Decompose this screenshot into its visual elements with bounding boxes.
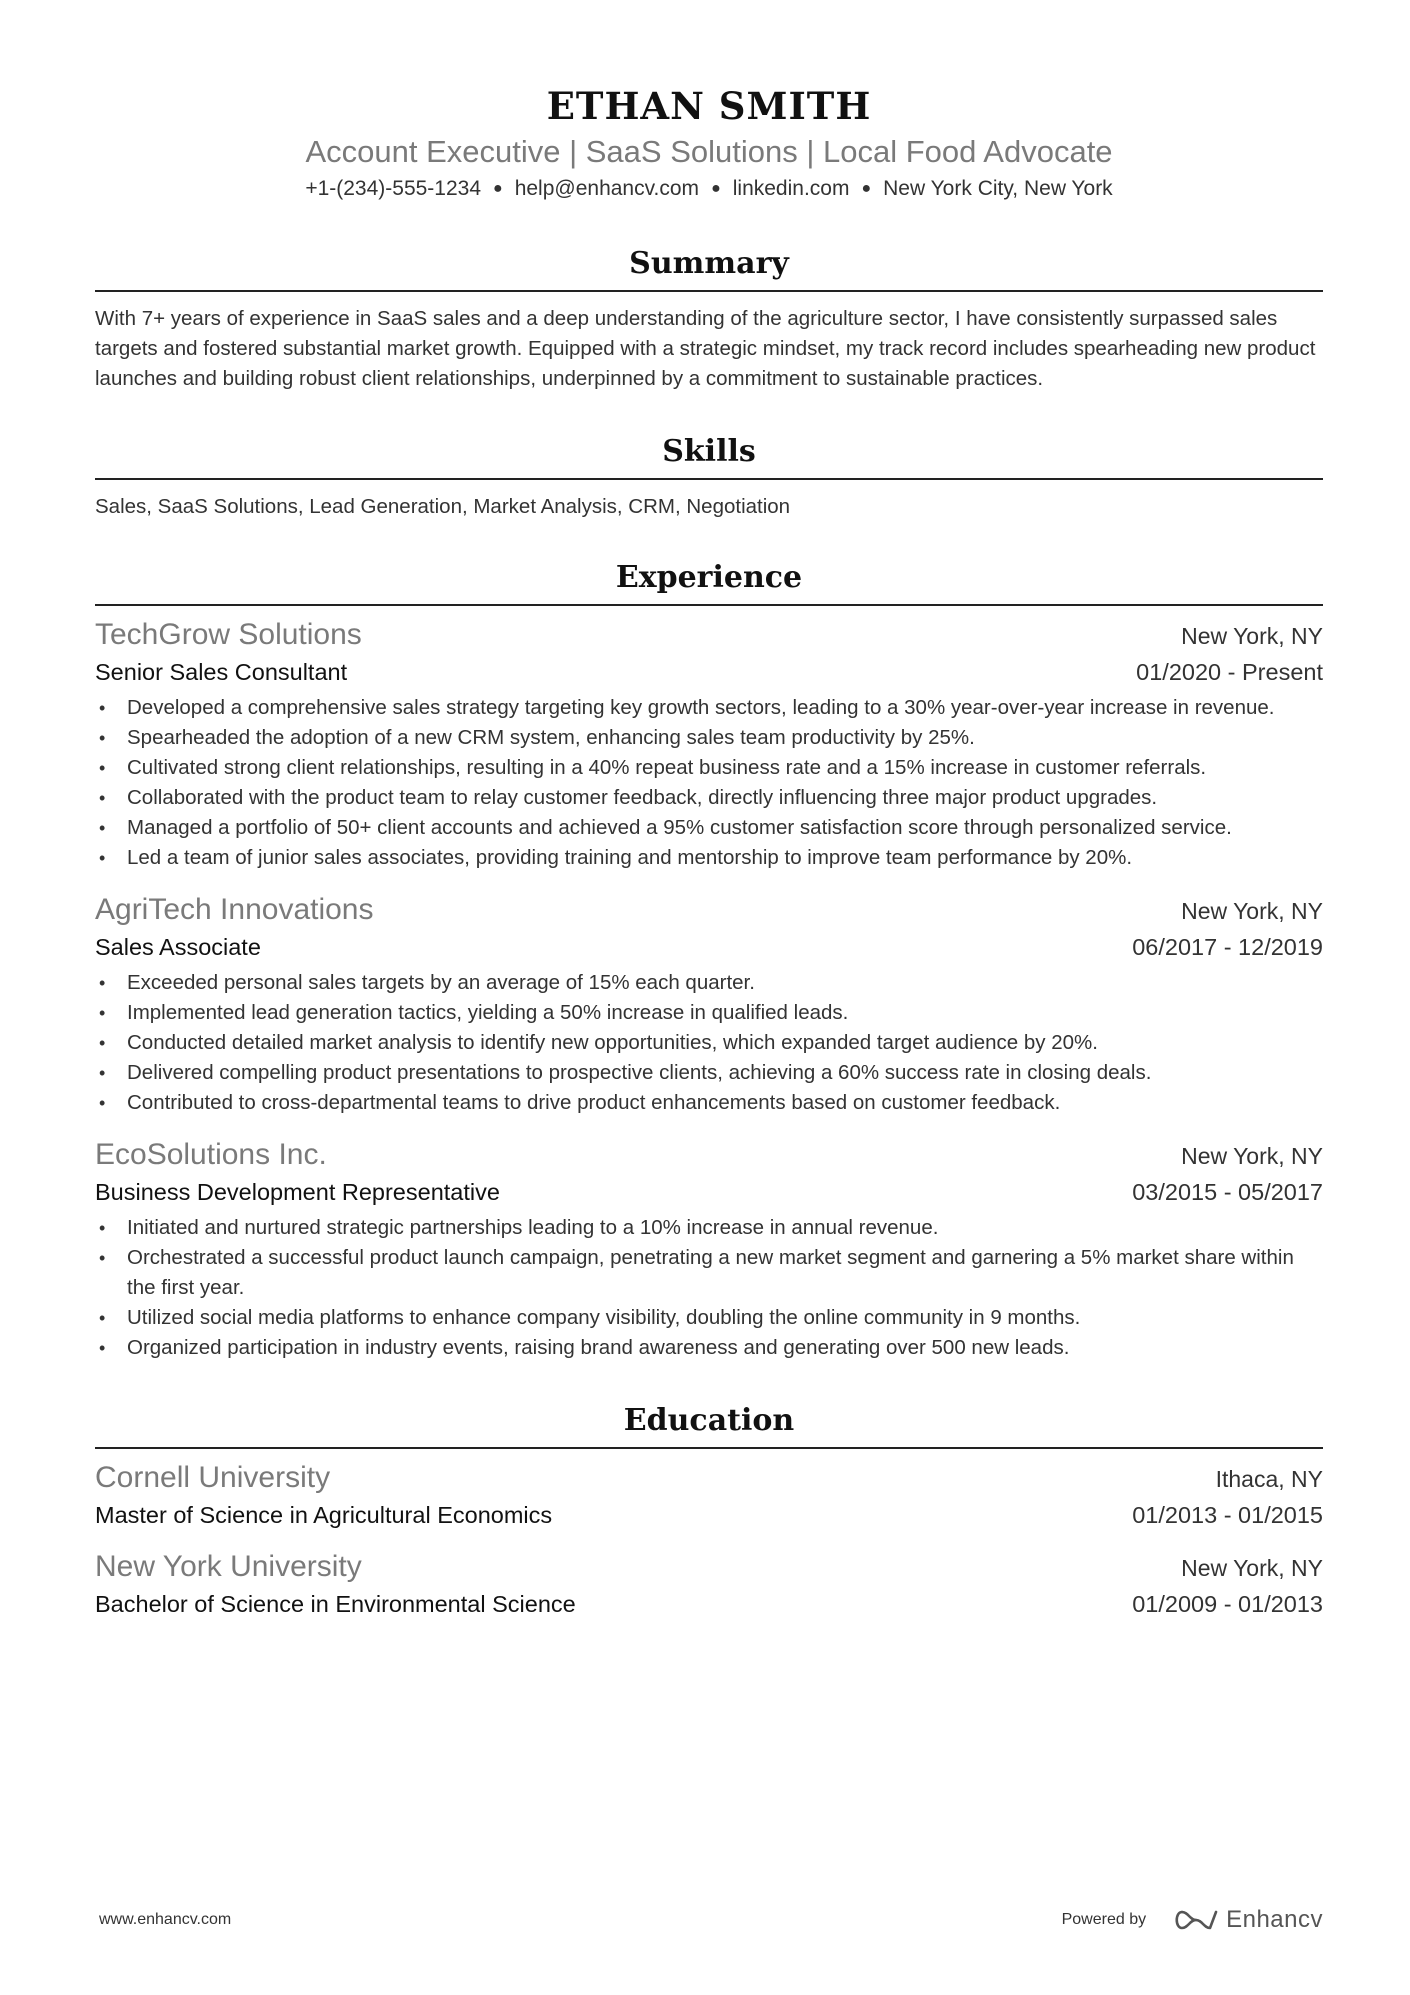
job-location: New York, NY: [1181, 898, 1323, 924]
job-role: Business Development Representative: [95, 1179, 500, 1205]
education-entry: [95, 1548, 1323, 1621]
separator-dot: ●: [861, 180, 872, 197]
education-section: [95, 1401, 1323, 1621]
job-entry: [95, 1136, 1323, 1363]
degree-name: Master of Science in Agricultural Economics: [95, 1502, 553, 1528]
bullet-item: • Cultivated strong client relationships, resulting in a 40% repeat business rate and a 15% increase in customer referrals.: [95, 753, 1323, 783]
school-name: New York University: [95, 1550, 362, 1583]
bullet-item: • Conducted detailed market analysis to identify new opportunities, which expanded target audience by 20%.: [95, 1028, 1323, 1058]
candidate-name: ETHAN SMITH: [546, 84, 872, 128]
bullet-item: • Implemented lead generation tactics, yielding a 50% increase in qualified leads.: [95, 998, 1323, 1028]
job-location: New York, NY: [1181, 623, 1323, 649]
education-dates: 01/2013 - 01/2015: [1132, 1502, 1323, 1528]
skills-section: [95, 432, 1323, 522]
resume-page: [95, 82, 1323, 1621]
separator-dot: ●: [711, 180, 721, 197]
job-dates: 03/2015 - 05/2017: [1132, 1179, 1323, 1205]
job-role: Senior Sales Consultant: [95, 659, 348, 685]
section-title-skills: Skills: [95, 432, 1323, 480]
location-text: New York City, New York: [883, 177, 1113, 200]
bullet-item: • Managed a portfolio of 50+ client accounts and achieved a 95% customer satisfaction score through personalized service.: [95, 813, 1323, 843]
page-footer: [99, 1905, 1323, 1935]
bullet-item: • Initiated and nurtured strategic partnerships leading to a 10% increase in annual revenue.: [95, 1213, 1323, 1243]
enhancv-logo-icon: [1172, 1908, 1220, 1932]
job-location: New York, NY: [1181, 1143, 1323, 1169]
company-name: TechGrow Solutions: [95, 618, 362, 651]
section-title-education: Education: [95, 1401, 1323, 1449]
degree-name: Bachelor of Science in Environmental Science: [95, 1591, 576, 1617]
brand-name[interactable]: Enhancv: [1226, 1906, 1323, 1933]
summary-section: [95, 244, 1323, 394]
company-name: EcoSolutions Inc.: [95, 1138, 327, 1171]
footer-url-link[interactable]: www.enhancv.com: [99, 1911, 232, 1928]
job-bullets: [95, 1213, 1323, 1363]
job-entry: [95, 616, 1323, 873]
company-name: AgriTech Innovations: [95, 893, 374, 926]
school-name: Cornell University: [95, 1461, 331, 1494]
linkedin-link[interactable]: linkedin.com: [732, 177, 850, 200]
job-bullets: [95, 968, 1323, 1118]
education-dates: 01/2009 - 01/2013: [1132, 1591, 1323, 1617]
bullet-item: • Organized participation in industry events, raising brand awareness and generating over 500 new leads.: [95, 1333, 1323, 1363]
separator-dot: ●: [493, 180, 503, 197]
school-location: New York, NY: [1181, 1555, 1323, 1581]
bullet-item: • Exceeded personal sales targets by an average of 15% each quarter.: [95, 968, 1323, 998]
bullet-item: • Utilized social media platforms to enhance company visibility, doubling the online community in 9 months.: [95, 1303, 1323, 1333]
job-role: Sales Associate: [95, 934, 261, 960]
bullet-item: • Collaborated with the product team to relay customer feedback, directly influencing three major product upgrades.: [95, 783, 1323, 813]
education-entry: [95, 1459, 1323, 1532]
section-title-summary: Summary: [95, 244, 1323, 292]
school-location: Ithaca, NY: [1215, 1466, 1323, 1492]
powered-by-text: Powered by: [1061, 1911, 1147, 1928]
contact-line: [95, 174, 1323, 204]
phone-text: +1-(234)-555-1234: [305, 177, 482, 200]
candidate-tagline: Account Executive | SaaS Solutions | Local Food Advocate: [305, 134, 1113, 169]
bullet-item: • Developed a comprehensive sales strategy targeting key growth sectors, leading to a 30% year-over-year increase in revenue.: [95, 693, 1323, 723]
bullet-item: • Contributed to cross-departmental teams to drive product enhancements based on customer feedback.: [95, 1088, 1323, 1118]
job-dates: 06/2017 - 12/2019: [1132, 934, 1323, 960]
bullet-item: • Delivered compelling product presentations to prospective clients, achieving a 60% success rate in closing deals.: [95, 1058, 1323, 1088]
bullet-item: • Led a team of junior sales associates, providing training and mentorship to improve team performance by 20%.: [95, 843, 1323, 873]
footer-branding: [1062, 1906, 1323, 1934]
job-dates: 01/2020 - Present: [1136, 659, 1323, 685]
job-entry: [95, 891, 1323, 1118]
job-bullets: [95, 693, 1323, 873]
section-title-experience: Experience: [95, 558, 1323, 606]
email-link[interactable]: help@enhancv.com: [514, 177, 700, 200]
bullet-item: • Orchestrated a successful product launch campaign, penetrating a new market segment and garnering a 5% market share within the first year.: [95, 1243, 1323, 1303]
summary-text: With 7+ years of experience in SaaS sales and a deep understanding of the agriculture sector, I have consistently surpassed sales targets and fostered substantial market growth. Equipped with a strategic mindset, my track record includes spearheading new product launches and building robust client relationships, underpinned by a commitment to sustainable practices.: [95, 307, 1316, 390]
skills-text: Sales, SaaS Solutions, Lead Generation, Market Analysis, CRM, Negotiation: [95, 495, 791, 518]
experience-section: [95, 558, 1323, 1363]
bullet-item: • Spearheaded the adoption of a new CRM system, enhancing sales team productivity by 25%.: [95, 723, 1323, 753]
